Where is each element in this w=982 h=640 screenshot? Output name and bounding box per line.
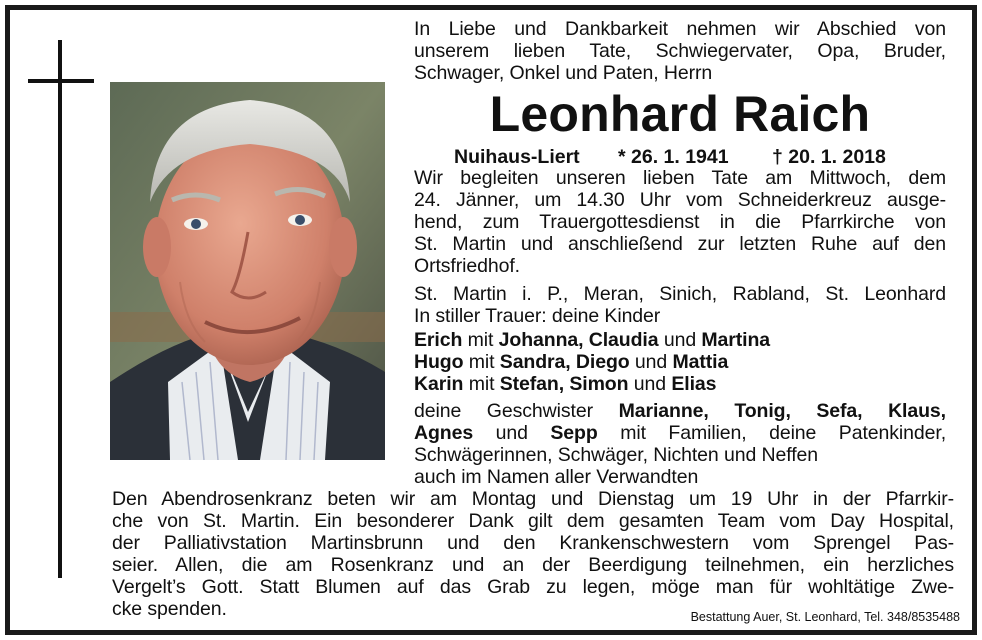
funeral-line-5: Ortsfriedhof.	[414, 255, 520, 277]
children-row-2	[414, 351, 946, 373]
mourning-intro: In stiller Trauer: deine Kinder	[414, 305, 661, 327]
cross-horizontal-bar	[28, 79, 94, 83]
relatives-line-2: auch im Namen aller Verwandten	[414, 466, 699, 488]
siblings-line-2	[414, 422, 946, 444]
child-names: Sandra, Diego	[499, 351, 630, 373]
siblings-line-1	[414, 400, 946, 422]
birth-date: * 26. 1. 1941	[618, 146, 729, 168]
closing-line-4: seier. Allen, die am Rosenkranz und an der Beerdigung teilnehmen, ein herzliches	[112, 554, 954, 576]
child-connector: und	[663, 329, 697, 351]
intro-line-3: Schwager, Onkel und Paten, Herrn	[414, 62, 713, 84]
closing-line-3: der Palliativstation Martinsbrunn und den Krankenschwestern vom Sprengel Pas-	[112, 532, 954, 554]
intro-line-2: unserem lieben Tate, Schwiegervater, Opa, Bruder,	[414, 40, 946, 62]
child-connector: mit	[467, 329, 494, 351]
children-row-1	[414, 329, 946, 351]
child-connector: und	[633, 373, 667, 395]
origin: Nuihaus-Liert	[454, 146, 580, 168]
children-row-3	[414, 373, 946, 395]
siblings-names: Marianne, Tonig, Sefa, Klaus,	[618, 400, 946, 422]
child-connector: und	[634, 351, 668, 373]
siblings-prefix: deine Geschwister	[414, 400, 593, 422]
closing-line-1: Den Abendrosenkranz beten wir am Montag und Dienstag um 19 Uhr in der Pfarrkir-	[112, 488, 954, 510]
funeral-line-4: St. Martin und anschließend zur letzten Ruhe auf den	[414, 233, 946, 255]
deceased-name: Leonhard Raich	[489, 86, 871, 142]
sibling-agnes: Agnes	[414, 422, 474, 444]
closing-line-6: cke spenden.	[112, 598, 227, 620]
funeral-line-2: 24. Jänner, um 14.30 Uhr vom Schneiderkreuz ausge-	[414, 189, 946, 211]
funeral-home-credit: Bestattung Auer, St. Leonhard, Tel. 348/8535488	[690, 610, 960, 624]
closing-line-2: che von St. Martin. Ein besonderer Dank gilt dem gesamten Team vom Day Hospital,	[112, 510, 954, 532]
closing-line-5: Vergelt’s Gott. Statt Blumen auf das Grab zu legen, möge man für wohltätige Zwe-	[112, 576, 954, 598]
child-last-name: Martina	[701, 329, 771, 351]
intro-line-1: In Liebe und Dankbarkeit nehmen wir Abschied von	[414, 18, 946, 40]
cross-vertical-bar	[58, 40, 62, 578]
child-parent: Karin	[414, 373, 464, 395]
sibling-sepp: Sepp	[550, 422, 598, 444]
child-last-name: Mattia	[672, 351, 729, 373]
portrait-photo	[110, 82, 385, 460]
places: St. Martin i. P., Meran, Sinich, Rabland, St. Leonhard	[414, 283, 946, 305]
child-names: Stefan, Simon	[499, 373, 629, 395]
child-last-name: Elias	[671, 373, 717, 395]
siblings-rest: mit Familien, deine Patenkinder,	[620, 422, 947, 444]
child-names: Johanna, Claudia	[498, 329, 659, 351]
child-parent: Erich	[414, 329, 463, 351]
sibling-connector: und	[495, 422, 528, 444]
child-connector: mit	[468, 373, 495, 395]
relatives-line-1: Schwägerinnen, Schwäger, Nichten und Neffen	[414, 444, 819, 466]
death-date: † 20. 1. 2018	[772, 146, 886, 168]
child-connector: mit	[468, 351, 495, 373]
child-parent: Hugo	[414, 351, 464, 373]
funeral-line-1: Wir begleiten unseren lieben Tate am Mittwoch, dem	[414, 167, 946, 189]
funeral-line-3: hend, zum Trauergottesdienst in die Pfarrkirche von	[414, 211, 946, 233]
